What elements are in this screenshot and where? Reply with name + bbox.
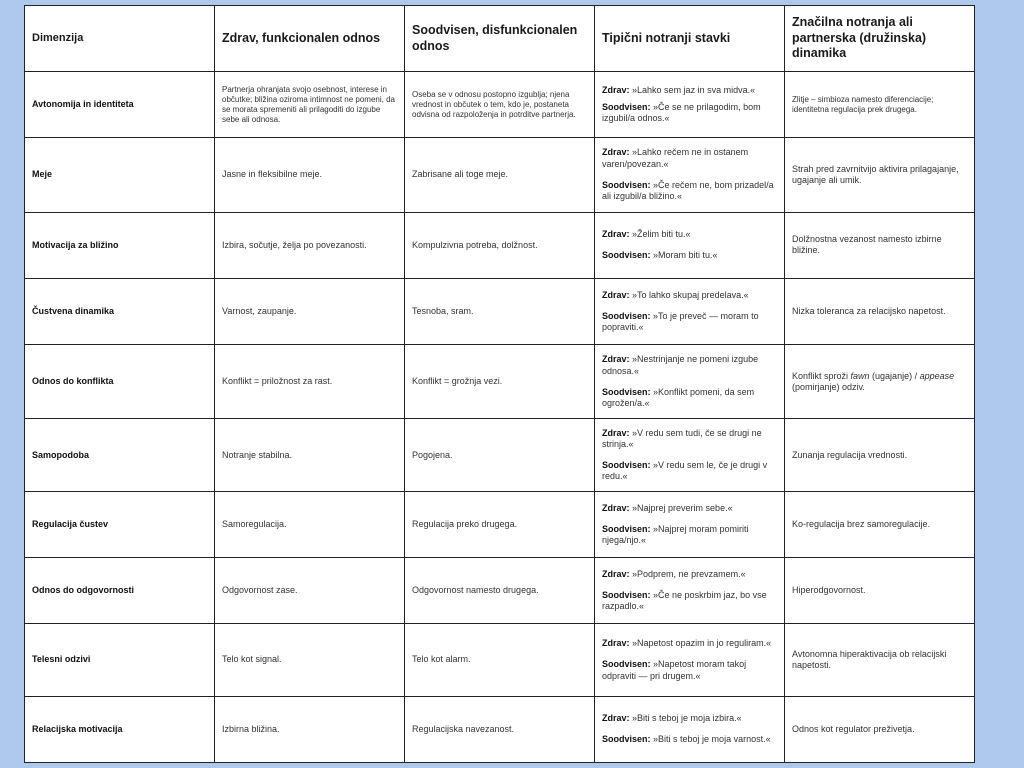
header-dynamics: Značilna notranja ali partnerska (družinska) dinamika [785,6,975,72]
healthy-statement [602,638,777,649]
cell-dynamic [785,345,975,419]
cell-healthy: Izbira, sočutje, želja po povezanosti. [215,212,405,278]
healthy-label: Zdrav: [602,84,630,95]
healthy-label: Zdrav: [602,638,630,649]
codependent-quote: »To je preveč — moram to popraviti.« [602,310,759,333]
table-row [25,345,975,419]
cell-inner-statements [595,419,785,491]
cell-codependent: Oseba se v odnosu postopno izgublja; njena vrednost in občutek o tem, kdo je, postaneta odvisna od razpoloženja in potrditve partnerja. [405,72,595,138]
cell-dynamic: Strah pred zavrnitvijo aktivira prilagajanje, ugajanje ali umik. [785,138,975,212]
cell-inner-statements [595,138,785,212]
codependent-quote: »Če ne poskrbim jaz, bo vse razpadlo.« [602,590,767,612]
healthy-quote: »To lahko skupaj predelava.« [632,289,749,300]
healthy-quote: »Podprem, ne prevzamem.« [632,568,746,579]
healthy-label: Zdrav: [602,147,630,158]
table-row [25,138,975,212]
codependent-label: Soodvisen: [602,250,651,261]
cell-dimension: Čustvena dinamika [25,278,215,344]
table-row [25,278,975,344]
codependent-statement [602,734,777,745]
cell-dimension: Samopodoba [25,419,215,491]
cell-inner-statements [595,558,785,624]
dynamic-text-mid: (ugajanje) / [869,370,920,381]
cell-codependent: Pogojena. [405,419,595,491]
cell-healthy: Varnost, zaupanje. [215,278,405,344]
codependent-statement [602,250,777,261]
cell-dimension: Odnos do konflikta [25,345,215,419]
healthy-quote: »Lahko rečem ne in ostanem varen/povezan.« [602,147,749,169]
healthy-label: Zdrav: [602,289,630,300]
healthy-quote: »Lahko sem jaz in sva midva.« [632,84,756,95]
comparison-table [24,5,975,763]
codependent-statement [602,102,777,125]
healthy-label: Zdrav: [602,354,630,365]
codependent-label: Soodvisen: [602,460,651,471]
table-header-row [25,6,975,72]
dynamic-term-fawn: fawn [850,370,870,381]
header-healthy: Zdrav, funkcionalen odnos [215,6,405,72]
cell-healthy: Notranje stabilna. [215,419,405,491]
healthy-statement [602,85,777,96]
cell-dynamic: Zunanja regulacija vrednosti. [785,419,975,491]
dynamic-term-appease: appease [919,370,955,381]
cell-dynamic: Zlitje – simbioza namesto diferenciacije; identitetna regulacija prek drugega. [785,72,975,138]
codependent-quote: »V redu sem le, če je drugi v redu.« [602,460,768,482]
healthy-quote: »Biti s teboj je moja izbira.« [632,713,742,724]
cell-dimension: Meje [25,138,215,212]
cell-inner-statements [595,491,785,557]
cell-dynamic: Nizka toleranca za relacijsko napetost. [785,278,975,344]
codependent-label: Soodvisen: [602,734,651,745]
codependent-quote: »Moram biti tu.« [653,250,718,261]
table-row [25,558,975,624]
codependent-statement [602,590,777,613]
codependent-statement [602,311,777,334]
healthy-statement [602,503,777,514]
cell-dimension: Telesni odzivi [25,624,215,696]
cell-inner-statements [595,624,785,696]
codependent-quote: »Če se ne prilagodim, bom izgubil/a odnos.« [602,102,761,124]
cell-dynamic: Hiperodgovornost. [785,558,975,624]
codependent-label: Soodvisen: [602,179,651,190]
cell-inner-statements [595,212,785,278]
cell-inner-statements [595,278,785,344]
cell-dimension: Odnos do odgovornosti [25,558,215,624]
codependent-quote: »Biti s teboj je moja varnost.« [653,734,771,745]
healthy-statement [602,354,777,377]
codependent-statement [602,180,777,203]
codependent-statement [602,524,777,547]
cell-dimension: Regulacija čustev [25,491,215,557]
cell-dynamic: Avtonomna hiperaktivacija ob relacijski napetosti. [785,624,975,696]
codependent-quote: »Konflikt pomeni, da sem ogrožen/a.« [602,386,755,409]
codependent-label: Soodvisen: [602,659,651,670]
cell-dynamic: Dolžnostna vezanost namesto izbirne bližine. [785,212,975,278]
cell-dimension: Avtonomija in identiteta [25,72,215,138]
healthy-label: Zdrav: [602,502,630,513]
cell-dimension: Relacijska motivacija [25,696,215,762]
healthy-statement [602,290,777,301]
healthy-statement [602,569,777,580]
cell-healthy: Izbirna bližina. [215,696,405,762]
healthy-quote: »V redu sem tudi, če se drugi ne strinja.« [602,427,762,449]
healthy-statement [602,229,777,240]
table-row [25,491,975,557]
codependent-quote: »Napetost moram takoj odpraviti — pri drugem.« [602,659,747,681]
codependent-label: Soodvisen: [602,523,651,534]
table-row [25,419,975,491]
healthy-statement [602,713,777,724]
healthy-statement [602,147,777,170]
cell-healthy: Samoregulacija. [215,491,405,557]
cell-dynamic: Ko-regulacija brez samoregulacije. [785,491,975,557]
codependent-label: Soodvisen: [602,102,651,113]
cell-inner-statements [595,72,785,138]
cell-healthy: Telo kot signal. [215,624,405,696]
codependent-quote: »Če rečem ne, bom prizadel/a ali izgubil/a bližino.« [602,179,774,202]
cell-codependent: Kompulzivna potreba, dolžnost. [405,212,595,278]
codependent-statement [602,460,777,483]
cell-healthy: Jasne in fleksibilne meje. [215,138,405,212]
codependent-label: Soodvisen: [602,386,651,397]
codependent-statement [602,387,777,410]
codependent-label: Soodvisen: [602,310,651,321]
cell-codependent: Zabrisane ali toge meje. [405,138,595,212]
cell-dynamic: Odnos kot regulator preživetja. [785,696,975,762]
cell-codependent: Regulacijska navezanost. [405,696,595,762]
healthy-statement [602,428,777,451]
cell-codependent: Konflikt = grožnja vezi. [405,345,595,419]
cell-inner-statements [595,696,785,762]
comparison-sheet [24,5,974,763]
table-row [25,696,975,762]
cell-dimension: Motivacija za bližino [25,212,215,278]
cell-healthy: Partnerja ohranjata svojo osebnost, interese in občutke; bližina oziroma intimnost ne pomeni, da se morata spremeniti ali prilagoditi do izgube sebe ali odnosa. [215,72,405,138]
healthy-quote: »Napetost opazim in jo reguliram.« [632,638,772,649]
cell-healthy: Odgovornost zase. [215,558,405,624]
healthy-label: Zdrav: [602,228,630,239]
codependent-statement [602,659,777,682]
codependent-label: Soodvisen: [602,590,651,601]
table-row [25,624,975,696]
healthy-label: Zdrav: [602,713,630,724]
healthy-label: Zdrav: [602,427,630,438]
header-codependent: Soodvisen, disfunkcionalen odnos [405,6,595,72]
cell-inner-statements [595,345,785,419]
cell-codependent: Tesnoba, sram. [405,278,595,344]
healthy-quote: »Želim biti tu.« [632,228,691,239]
healthy-quote: »Nestrinjanje ne pomeni izgube odnosa.« [602,354,759,376]
header-inner-statements: Tipični notranji stavki [595,6,785,72]
table-row [25,72,975,138]
dynamic-text-post: (pomirjanje) odziv. [792,381,865,392]
healthy-label: Zdrav: [602,568,630,579]
dynamic-text-pre: Konflikt sproži [792,370,851,381]
header-dimension: Dimenzija [25,6,215,72]
cell-healthy: Konflikt = priložnost za rast. [215,345,405,419]
cell-codependent: Odgovornost namesto drugega. [405,558,595,624]
healthy-quote: »Najprej preverim sebe.« [632,502,733,513]
cell-codependent: Regulacija preko drugega. [405,491,595,557]
table-row [25,212,975,278]
cell-codependent: Telo kot alarm. [405,624,595,696]
codependent-quote: »Najprej moram pomiriti njega/njo.« [602,523,749,546]
